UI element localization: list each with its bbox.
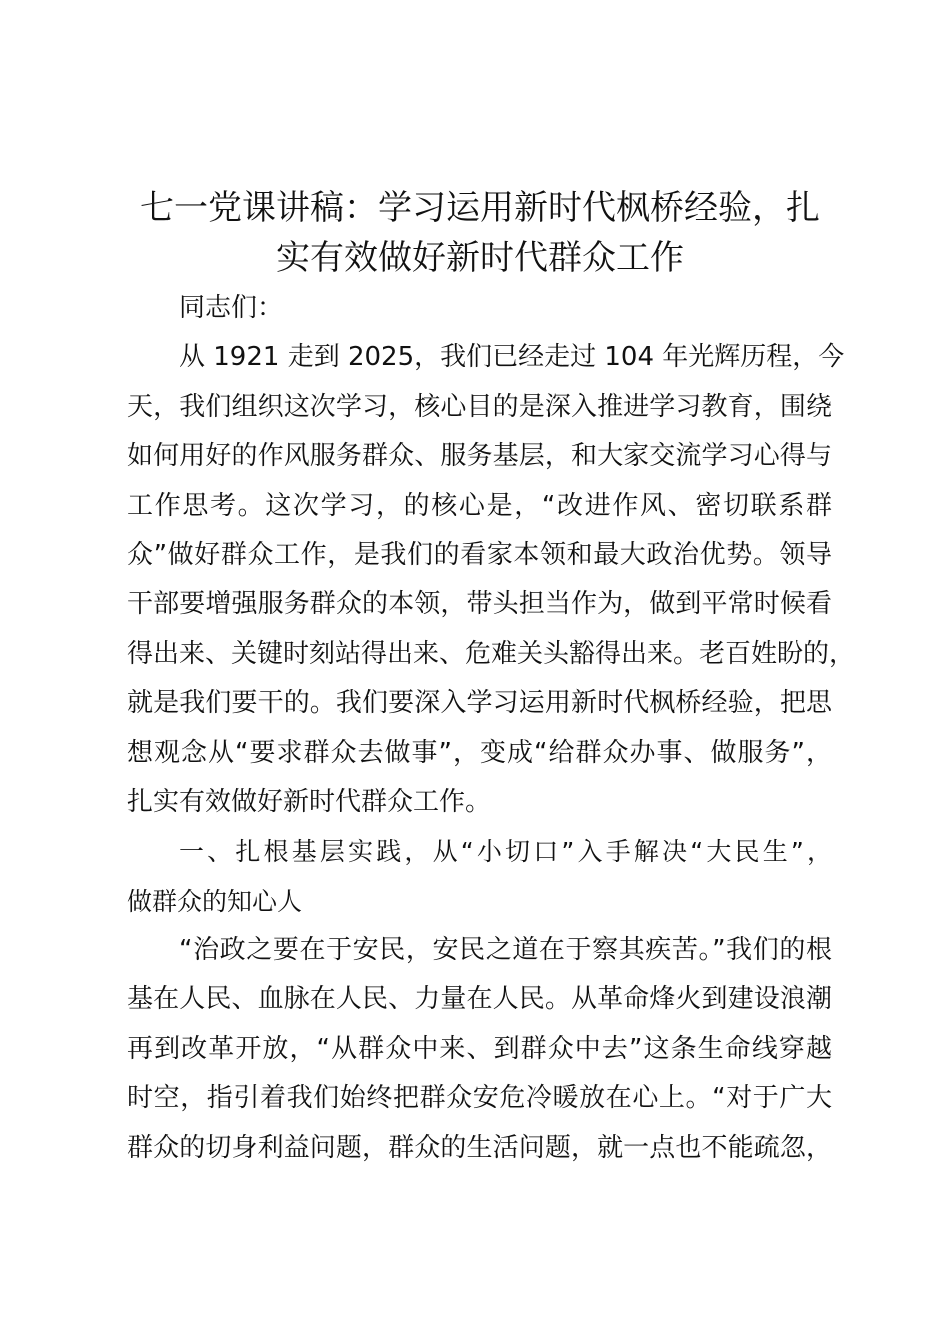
paragraph-2-line: 基在人民、血脉在人民、力量在人民。从革命烽火到建设浪潮 (127, 984, 832, 1015)
paragraph-2 (127, 926, 832, 1173)
paragraph-1-line: 从 1921 走到 2025，我们已经走过 104 年光辉历程，今 (179, 342, 845, 373)
document-title (110, 183, 850, 283)
paragraph-1 (127, 333, 856, 827)
salutation: 同志们： (179, 293, 284, 323)
section-1-heading-line: 一、扎根基层实践，从“小切口”入手解决“大民生”， (179, 837, 832, 867)
title-line-2: 实有效做好新时代群众工作 (276, 238, 684, 278)
document-body (127, 284, 856, 1173)
title-line-1: 七一党课讲稿：学习运用新时代枫桥经验，扎 (140, 188, 820, 228)
paragraph-2-line: 时空，指引着我们始终把群众安危冷暖放在心上。“对于广大 (127, 1083, 832, 1114)
paragraph-2-line: “治政之要在于安民，安民之道在于察其疾苦。”我们的根 (179, 935, 832, 966)
paragraph-1-line: 工作思考。这次学习，的核心是，“改进作风、密切联系群 (127, 490, 832, 521)
section-1-heading-line: 做群众的知心人 (127, 886, 303, 916)
paragraph-1-line: 众”做好群众工作，是我们的看家本领和最大政治优势。领导 (127, 539, 832, 570)
paragraph-1-line: 想观念从“要求群众去做事”，变成“给群众办事、做服务”， (127, 737, 832, 768)
section-1-heading (127, 827, 832, 926)
paragraph-1-line: 如何用好的作风服务群众、服务基层，和大家交流学习心得与 (127, 441, 832, 472)
paragraph-1-line: 天，我们组织这次学习，核心目的是深入推进学习教育，围绕 (127, 391, 832, 422)
paragraph-1-line: 就是我们要干的。我们要深入学习运用新时代枫桥经验，把思 (127, 688, 832, 719)
paragraph-1-line: 得出来、关键时刻站得出来、危难关头豁得出来。老百姓盼的， (127, 638, 856, 669)
paragraph-1-line: 干部要增强服务群众的本领，带头担当作为，做到平常时候看 (127, 589, 832, 620)
paragraph-1-line: 扎实有效做好新时代群众工作。 (127, 786, 492, 817)
paragraph-2-line: 群众的切身利益问题，群众的生活问题，就一点也不能疏忽， (127, 1132, 832, 1163)
paragraph-2-line: 再到改革开放，“从群众中来、到群众中去”这条生命线穿越 (127, 1033, 832, 1064)
